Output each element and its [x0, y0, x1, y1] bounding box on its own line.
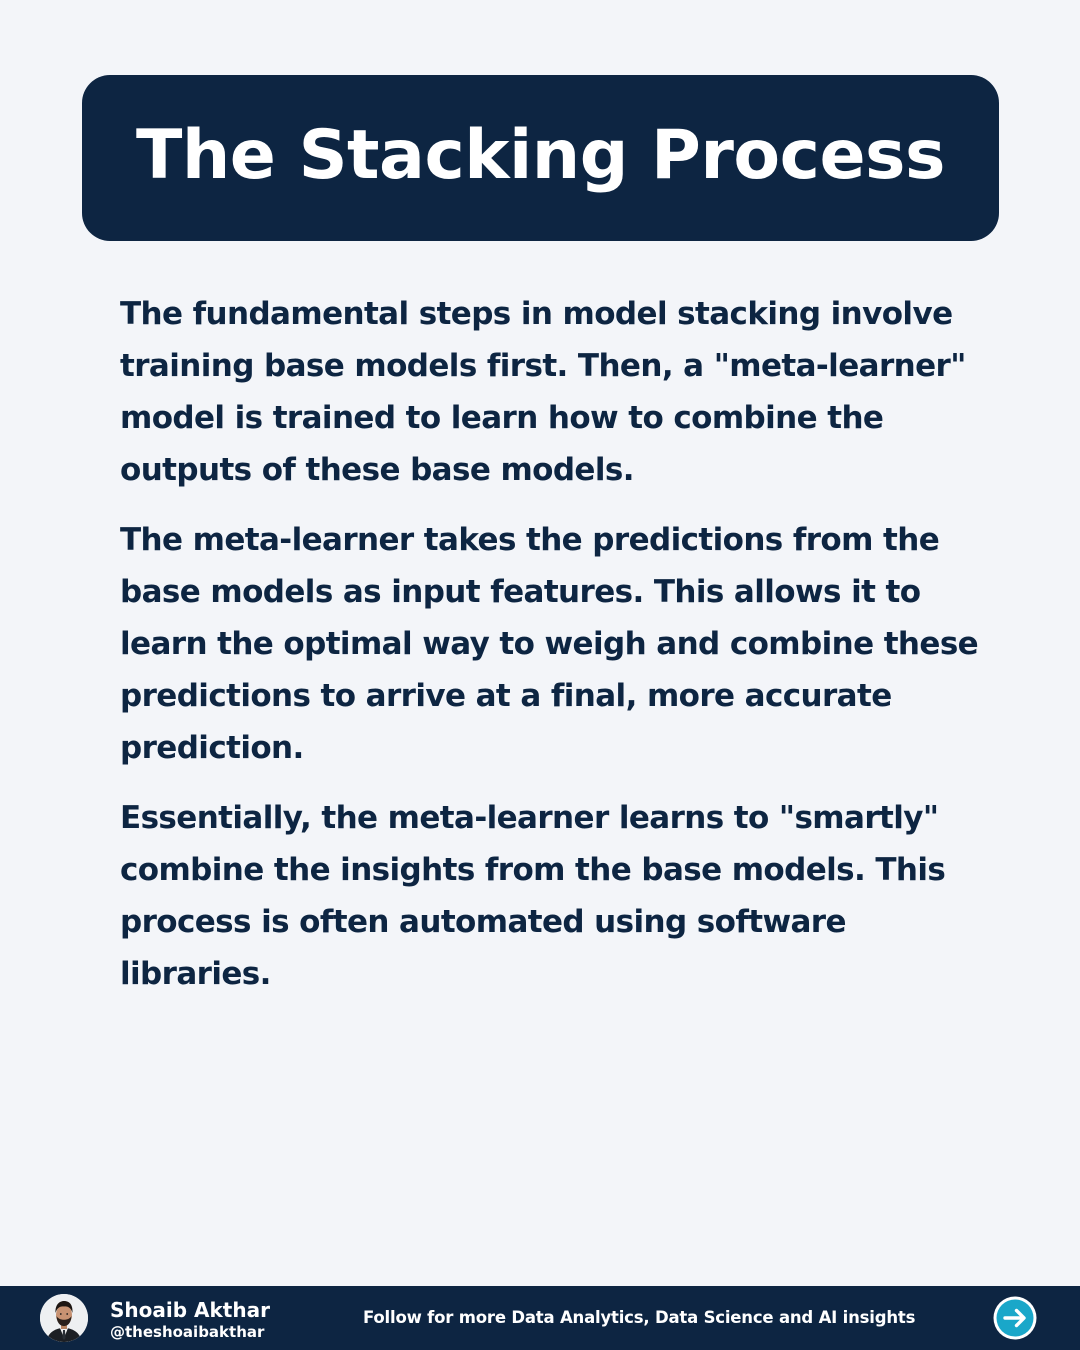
- author-handle[interactable]: @theshoaibakthar: [110, 1323, 265, 1341]
- arrow-right-circle-icon: [992, 1295, 1038, 1341]
- avatar-portrait-icon: [40, 1294, 88, 1342]
- paragraph-1: The fundamental steps in model stacking involve training base models first. Then, a "meta-learner" model is trained to learn how to combine the outputs of these base models.: [120, 296, 966, 488]
- content-body: [120, 288, 980, 1018]
- title-banner: [82, 75, 999, 241]
- avatar[interactable]: [40, 1294, 88, 1342]
- follow-message: Follow for more Data Analytics, Data Science and AI insights: [363, 1308, 916, 1327]
- footer-bar: [0, 1286, 1080, 1350]
- next-slide-button[interactable]: [992, 1295, 1038, 1341]
- page-title: The Stacking Process: [135, 115, 946, 195]
- author-name: Shoaib Akthar: [110, 1298, 270, 1322]
- paragraph-3: Essentially, the meta-learner learns to "smartly" combine the insights from the base models. This process is often automated using software libraries.: [120, 800, 946, 992]
- paragraph-2: The meta-learner takes the predictions from the base models as input features. This allows it to learn the optimal way to weigh and combine these predictions to arrive at a final, more accurate prediction.: [120, 522, 979, 766]
